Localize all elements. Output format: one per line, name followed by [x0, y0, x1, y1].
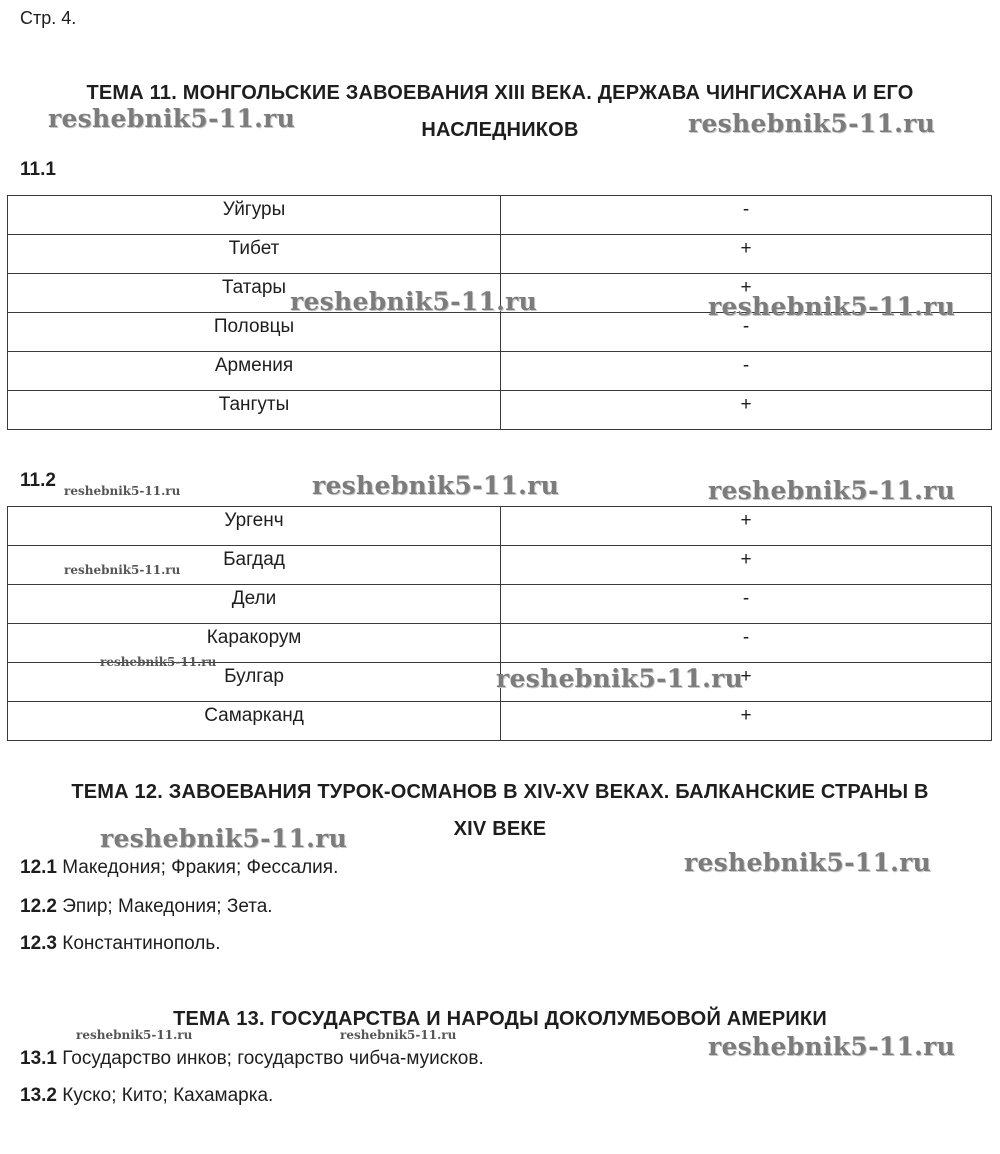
table-row	[8, 352, 992, 391]
table-cell-name: Ургенч	[8, 507, 501, 546]
table-cell-mark: -	[501, 585, 992, 624]
topic-12-title-line-1: ТЕМА 12. ЗАВОЕВАНИЯ ТУРОК-ОСМАНОВ В XIV-XV ВЕКАХ. БАЛКАНСКИЕ СТРАНЫ В	[71, 781, 929, 803]
table-cell-mark: +	[501, 391, 992, 430]
task-11-1-label: 11.1	[20, 159, 56, 180]
watermark: reshebnik5-11.ru	[708, 476, 956, 505]
answer-text: Государство инков; государство чибча-муисков.	[62, 1048, 484, 1069]
task-11-2-label: 11.2	[20, 470, 56, 491]
table-cell-name: Половцы	[8, 313, 501, 352]
watermark: reshebnik5-11.ru	[496, 664, 744, 693]
table-cell-mark: -	[501, 313, 992, 352]
table-cell-name: Тибет	[8, 235, 501, 274]
table-cell-name: Тангуты	[8, 391, 501, 430]
table-cell-mark: -	[501, 352, 992, 391]
table-row	[8, 702, 992, 741]
table-cell-name: Уйгуры	[8, 196, 501, 235]
answer-text: Эпир; Македония; Зета.	[62, 896, 273, 917]
answer-13-1	[20, 1048, 484, 1070]
watermark: reshebnik5-11.ru	[64, 484, 181, 498]
table-cell-name: Татары	[8, 274, 501, 313]
watermark: reshebnik5-11.ru	[48, 104, 296, 133]
table-cell-mark: +	[501, 663, 992, 702]
watermark: reshebnik5-11.ru	[100, 824, 348, 853]
answer-label: 13.1	[20, 1048, 57, 1069]
table-row	[8, 507, 992, 546]
watermark: reshebnik5-11.ru	[708, 1032, 956, 1061]
table-cell-name: Каракорум	[8, 624, 501, 663]
topic-13-title: ТЕМА 13. ГОСУДАРСТВА И НАРОДЫ ДОКОЛУМБОВОЙ АМЕРИКИ	[173, 1008, 827, 1030]
page-number: Стр. 4.	[20, 8, 77, 28]
watermark: reshebnik5-11.ru	[290, 287, 538, 316]
table-cell-name: Самарканд	[8, 702, 501, 741]
watermark: reshebnik5-11.ru	[64, 563, 181, 577]
watermark: reshebnik5-11.ru	[688, 109, 936, 138]
topic-11-title-line-2: НАСЛЕДНИКОВ	[421, 119, 579, 141]
watermark: reshebnik5-11.ru	[100, 655, 217, 669]
table-cell-name: Дели	[8, 585, 501, 624]
table-cell-mark: +	[501, 235, 992, 274]
answer-label: 12.1	[20, 857, 57, 878]
table-row	[8, 391, 992, 430]
table-cell-mark: -	[501, 624, 992, 663]
topic-11-title-line-1: ТЕМА 11. МОНГОЛЬСКИЕ ЗАВОЕВАНИЯ XIII ВЕКА. ДЕРЖАВА ЧИНГИСХАНА И ЕГО	[86, 82, 914, 104]
table-row	[8, 196, 992, 235]
table-row	[8, 235, 992, 274]
answer-label: 12.3	[20, 933, 57, 954]
table-cell-mark: +	[501, 702, 992, 741]
watermark: reshebnik5-11.ru	[684, 848, 932, 877]
table-cell-mark: +	[501, 546, 992, 585]
watermark: reshebnik5-11.ru	[340, 1028, 457, 1042]
topic-12-title-line-2: XIV ВЕКЕ	[453, 818, 547, 840]
table-cell-mark: +	[501, 274, 992, 313]
table-row	[8, 585, 992, 624]
table-cell-name: Багдад	[8, 546, 501, 585]
answer-label: 13.2	[20, 1085, 57, 1106]
table-cell-mark: +	[501, 507, 992, 546]
answer-12-2	[20, 896, 273, 918]
answer-text: Македония; Фракия; Фессалия.	[62, 857, 339, 878]
table-cell-mark: -	[501, 196, 992, 235]
answer-text: Константинополь.	[62, 933, 221, 954]
answer-text: Куско; Кито; Кахамарка.	[62, 1085, 274, 1106]
watermark: reshebnik5-11.ru	[76, 1028, 193, 1042]
table-cell-name: Армения	[8, 352, 501, 391]
watermark: reshebnik5-11.ru	[708, 292, 956, 321]
table-cell-name: Булгар	[8, 663, 501, 702]
answer-13-2	[20, 1085, 273, 1107]
watermark: reshebnik5-11.ru	[312, 471, 560, 500]
task-11-2-table	[7, 506, 992, 741]
answer-12-3	[20, 933, 221, 955]
answer-12-1	[20, 857, 338, 879]
answer-label: 12.2	[20, 896, 57, 917]
